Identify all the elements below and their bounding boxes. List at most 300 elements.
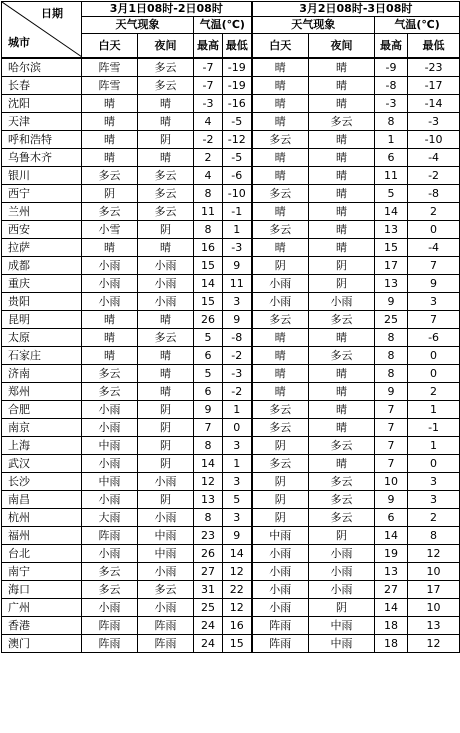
day2-weather-cell: 小雨 — [252, 275, 309, 293]
night2-weather-cell: 多云 — [309, 347, 375, 365]
night1-weather-cell: 阴 — [138, 221, 194, 239]
low1-temp-cell: -5 — [223, 113, 252, 131]
table-row — [2, 239, 460, 257]
night1-weather-cell: 小雨 — [138, 509, 194, 527]
day2-weather-cell: 多云 — [252, 455, 309, 473]
night1-weather-cell: 阴 — [138, 437, 194, 455]
night2-weather-cell: 多云 — [309, 473, 375, 491]
high2-temp-cell: 9 — [375, 491, 408, 509]
high1-temp-cell: 6 — [194, 347, 223, 365]
night1-weather-cell: 晴 — [138, 365, 194, 383]
day2-weather-cell: 小雨 — [252, 293, 309, 311]
day1-weather-cell: 小雨 — [82, 275, 138, 293]
table-row — [2, 58, 460, 77]
low2-temp-cell: -6 — [408, 329, 460, 347]
day1-weather-cell: 晴 — [82, 311, 138, 329]
low2-temp-cell: 12 — [408, 635, 460, 653]
day2-weather-cell: 多云 — [252, 311, 309, 329]
day1-weather-cell: 晴 — [82, 113, 138, 131]
night1-weather-cell: 晴 — [138, 239, 194, 257]
high2-temp-cell: 11 — [375, 167, 408, 185]
high1-temp-cell: 31 — [194, 581, 223, 599]
high1-temp-cell: 27 — [194, 563, 223, 581]
day1-weather-cell: 多云 — [82, 203, 138, 221]
night1-weather-cell: 阵雨 — [138, 617, 194, 635]
temp2-header: 气温(℃) — [375, 17, 460, 34]
city-cell: 南京 — [2, 419, 82, 437]
night1-weather-cell: 多云 — [138, 203, 194, 221]
high1-temp-cell: 5 — [194, 365, 223, 383]
night2-weather-cell: 晴 — [309, 455, 375, 473]
high2-temp-cell: 1 — [375, 131, 408, 149]
day1-weather-cell: 小雨 — [82, 257, 138, 275]
day1-weather-cell: 阵雪 — [82, 58, 138, 77]
day2-weather-cell: 多云 — [252, 419, 309, 437]
high1-temp-cell: 15 — [194, 293, 223, 311]
low1-temp-cell: 1 — [223, 221, 252, 239]
day1-weather-cell: 阵雨 — [82, 527, 138, 545]
high1-temp-cell: -7 — [194, 58, 223, 77]
low2-temp-cell: 7 — [408, 311, 460, 329]
low2-temp-cell: 0 — [408, 347, 460, 365]
day1-weather-cell: 中雨 — [82, 473, 138, 491]
day2-weather-cell: 晴 — [252, 95, 309, 113]
night1-weather-cell: 中雨 — [138, 545, 194, 563]
table-row — [2, 527, 460, 545]
table-row — [2, 185, 460, 203]
high2-temp-cell: 7 — [375, 401, 408, 419]
day1-weather-cell: 小雨 — [82, 419, 138, 437]
low1-temp-cell: -2 — [223, 347, 252, 365]
night1-weather-cell: 多云 — [138, 167, 194, 185]
table-body — [2, 58, 460, 653]
low2-temp-cell: 10 — [408, 599, 460, 617]
night2-weather-cell: 多云 — [309, 491, 375, 509]
day2-weather-cell: 多云 — [252, 185, 309, 203]
day1-header: 白天 — [82, 34, 138, 59]
low2-temp-cell: 1 — [408, 437, 460, 455]
table-row — [2, 203, 460, 221]
weather-forecast-table — [1, 1, 460, 653]
low2-temp-cell: 2 — [408, 509, 460, 527]
day2-weather-cell: 晴 — [252, 365, 309, 383]
day1-weather-cell: 晴 — [82, 149, 138, 167]
night2-weather-cell: 中雨 — [309, 617, 375, 635]
day2-weather-cell: 晴 — [252, 149, 309, 167]
high1-temp-cell: -2 — [194, 131, 223, 149]
header-corner-cell — [2, 2, 82, 59]
high1-temp-cell: 9 — [194, 401, 223, 419]
high2-temp-cell: 14 — [375, 203, 408, 221]
table-row — [2, 455, 460, 473]
day2-weather-cell: 阴 — [252, 491, 309, 509]
high2-temp-cell: 15 — [375, 239, 408, 257]
low1-temp-cell: -2 — [223, 383, 252, 401]
low1-temp-cell: 14 — [223, 545, 252, 563]
low2-temp-cell: 12 — [408, 545, 460, 563]
high2-temp-cell: 18 — [375, 635, 408, 653]
night1-weather-cell: 阴 — [138, 455, 194, 473]
night2-weather-cell: 阴 — [309, 257, 375, 275]
day1-weather-cell: 阵雨 — [82, 617, 138, 635]
low1-temp-cell: -6 — [223, 167, 252, 185]
day1-weather-cell: 多云 — [82, 365, 138, 383]
day2-weather-cell: 晴 — [252, 113, 309, 131]
night2-weather-cell: 阴 — [309, 599, 375, 617]
night1-weather-cell: 多云 — [138, 58, 194, 77]
low1-temp-cell: -1 — [223, 203, 252, 221]
city-cell: 沈阳 — [2, 95, 82, 113]
high1-temp-cell: 11 — [194, 203, 223, 221]
city-cell: 上海 — [2, 437, 82, 455]
high1-temp-cell: 24 — [194, 617, 223, 635]
table-row — [2, 599, 460, 617]
day1-weather-cell: 阵雨 — [82, 635, 138, 653]
period2-header: 3月2日08时-3日08时 — [252, 2, 460, 17]
period1-header: 3月1日08时-2日08时 — [82, 2, 252, 17]
table-row — [2, 545, 460, 563]
low2-temp-cell: 0 — [408, 365, 460, 383]
high1-temp-cell: 26 — [194, 311, 223, 329]
high1-header: 最高 — [194, 34, 223, 59]
high1-temp-cell: 8 — [194, 185, 223, 203]
table-row — [2, 617, 460, 635]
high2-temp-cell: 7 — [375, 437, 408, 455]
low2-temp-cell: 9 — [408, 275, 460, 293]
city-cell: 西安 — [2, 221, 82, 239]
night1-weather-cell: 晴 — [138, 149, 194, 167]
low2-temp-cell: -8 — [408, 185, 460, 203]
day1-weather-cell: 小雨 — [82, 599, 138, 617]
low1-temp-cell: 11 — [223, 275, 252, 293]
high1-temp-cell: -7 — [194, 77, 223, 95]
high2-temp-cell: 18 — [375, 617, 408, 635]
high2-temp-cell: 8 — [375, 329, 408, 347]
night2-weather-cell: 晴 — [309, 239, 375, 257]
night1-weather-cell: 阴 — [138, 491, 194, 509]
high2-temp-cell: 19 — [375, 545, 408, 563]
city-cell: 哈尔滨 — [2, 58, 82, 77]
low2-temp-cell: 2 — [408, 383, 460, 401]
low1-temp-cell: 22 — [223, 581, 252, 599]
low1-temp-cell: 16 — [223, 617, 252, 635]
high2-temp-cell: 14 — [375, 599, 408, 617]
table-row — [2, 329, 460, 347]
night1-weather-cell: 晴 — [138, 95, 194, 113]
low2-temp-cell: 1 — [408, 401, 460, 419]
night1-weather-cell: 小雨 — [138, 275, 194, 293]
night1-weather-cell: 多云 — [138, 77, 194, 95]
low1-temp-cell: -5 — [223, 149, 252, 167]
night2-weather-cell: 晴 — [309, 77, 375, 95]
high2-temp-cell: 10 — [375, 473, 408, 491]
night2-weather-cell: 晴 — [309, 365, 375, 383]
day1-weather-cell: 小雪 — [82, 221, 138, 239]
city-cell: 太原 — [2, 329, 82, 347]
night2-weather-cell: 中雨 — [309, 635, 375, 653]
low1-temp-cell: 15 — [223, 635, 252, 653]
table-row — [2, 221, 460, 239]
day1-weather-cell: 阴 — [82, 185, 138, 203]
day2-weather-cell: 晴 — [252, 239, 309, 257]
table-row — [2, 149, 460, 167]
night2-weather-cell: 晴 — [309, 185, 375, 203]
city-cell: 乌鲁木齐 — [2, 149, 82, 167]
day2-weather-cell: 晴 — [252, 347, 309, 365]
day1-weather-cell: 小雨 — [82, 491, 138, 509]
low1-temp-cell: 3 — [223, 473, 252, 491]
high1-temp-cell: 26 — [194, 545, 223, 563]
low1-temp-cell: 9 — [223, 257, 252, 275]
table-row — [2, 401, 460, 419]
low1-temp-cell: 3 — [223, 437, 252, 455]
night2-weather-cell: 晴 — [309, 58, 375, 77]
low2-temp-cell: -17 — [408, 77, 460, 95]
table-row — [2, 491, 460, 509]
night2-header: 夜间 — [309, 34, 375, 59]
night2-weather-cell: 小雨 — [309, 581, 375, 599]
table-row — [2, 437, 460, 455]
high2-temp-cell: 9 — [375, 293, 408, 311]
high2-temp-cell: 27 — [375, 581, 408, 599]
table-row — [2, 113, 460, 131]
night1-weather-cell: 阴 — [138, 401, 194, 419]
day1-weather-cell: 小雨 — [82, 401, 138, 419]
high2-temp-cell: 17 — [375, 257, 408, 275]
low2-temp-cell: 0 — [408, 455, 460, 473]
night1-weather-cell: 阴 — [138, 131, 194, 149]
low1-temp-cell: 5 — [223, 491, 252, 509]
night2-weather-cell: 晴 — [309, 167, 375, 185]
city-cell: 兰州 — [2, 203, 82, 221]
city-cell: 郑州 — [2, 383, 82, 401]
night2-weather-cell: 晴 — [309, 383, 375, 401]
city-cell: 石家庄 — [2, 347, 82, 365]
day2-weather-cell: 阴 — [252, 437, 309, 455]
day1-weather-cell: 小雨 — [82, 293, 138, 311]
high1-temp-cell: 7 — [194, 419, 223, 437]
day1-weather-cell: 多云 — [82, 581, 138, 599]
night2-weather-cell: 晴 — [309, 419, 375, 437]
day2-weather-cell: 晴 — [252, 203, 309, 221]
low1-temp-cell: -12 — [223, 131, 252, 149]
low2-temp-cell: -4 — [408, 149, 460, 167]
high1-temp-cell: 5 — [194, 329, 223, 347]
night1-weather-cell: 小雨 — [138, 293, 194, 311]
day1-weather-cell: 晴 — [82, 131, 138, 149]
table-row — [2, 581, 460, 599]
high1-temp-cell: 4 — [194, 113, 223, 131]
high2-temp-cell: 8 — [375, 365, 408, 383]
night1-header: 夜间 — [138, 34, 194, 59]
table-row — [2, 311, 460, 329]
city-cell: 昆明 — [2, 311, 82, 329]
high1-temp-cell: 23 — [194, 527, 223, 545]
low2-temp-cell: 10 — [408, 563, 460, 581]
night2-weather-cell: 小雨 — [309, 545, 375, 563]
low2-header: 最低 — [408, 34, 460, 59]
city-cell: 长沙 — [2, 473, 82, 491]
high2-temp-cell: 6 — [375, 509, 408, 527]
city-cell: 呼和浩特 — [2, 131, 82, 149]
day2-weather-cell: 晴 — [252, 77, 309, 95]
low2-temp-cell: 13 — [408, 617, 460, 635]
weather2-header: 天气现象 — [252, 17, 375, 34]
high2-temp-cell: 8 — [375, 113, 408, 131]
high1-temp-cell: 4 — [194, 167, 223, 185]
table-row — [2, 167, 460, 185]
low2-temp-cell: 0 — [408, 221, 460, 239]
high2-temp-cell: -8 — [375, 77, 408, 95]
low2-temp-cell: -4 — [408, 239, 460, 257]
night1-weather-cell: 阵雨 — [138, 635, 194, 653]
day1-weather-cell: 多云 — [82, 383, 138, 401]
city-cell: 贵阳 — [2, 293, 82, 311]
high1-temp-cell: 12 — [194, 473, 223, 491]
night2-weather-cell: 小雨 — [309, 293, 375, 311]
high1-temp-cell: 25 — [194, 599, 223, 617]
day1-weather-cell: 多云 — [82, 563, 138, 581]
city-cell: 南昌 — [2, 491, 82, 509]
city-cell: 广州 — [2, 599, 82, 617]
low2-temp-cell: 3 — [408, 473, 460, 491]
low2-temp-cell: 8 — [408, 527, 460, 545]
low1-temp-cell: 12 — [223, 563, 252, 581]
night2-weather-cell: 多云 — [309, 437, 375, 455]
day2-weather-cell: 小雨 — [252, 563, 309, 581]
day1-weather-cell: 多云 — [82, 167, 138, 185]
day1-weather-cell: 晴 — [82, 239, 138, 257]
day2-weather-cell: 小雨 — [252, 599, 309, 617]
low1-temp-cell: -3 — [223, 365, 252, 383]
day2-weather-cell: 晴 — [252, 58, 309, 77]
table-row — [2, 293, 460, 311]
low2-temp-cell: 17 — [408, 581, 460, 599]
day2-weather-cell: 阴 — [252, 473, 309, 491]
day2-weather-cell: 阴 — [252, 257, 309, 275]
high1-temp-cell: 15 — [194, 257, 223, 275]
table-row — [2, 257, 460, 275]
high2-temp-cell: 9 — [375, 383, 408, 401]
city-cell: 拉萨 — [2, 239, 82, 257]
low1-temp-cell: 3 — [223, 293, 252, 311]
low1-temp-cell: 9 — [223, 311, 252, 329]
high2-temp-cell: -9 — [375, 58, 408, 77]
low1-temp-cell: 12 — [223, 599, 252, 617]
low1-temp-cell: -8 — [223, 329, 252, 347]
high1-temp-cell: 13 — [194, 491, 223, 509]
high2-temp-cell: 13 — [375, 563, 408, 581]
city-cell: 合肥 — [2, 401, 82, 419]
night1-weather-cell: 多云 — [138, 185, 194, 203]
high1-temp-cell: 14 — [194, 275, 223, 293]
day2-weather-cell: 中雨 — [252, 527, 309, 545]
day2-weather-cell: 阵雨 — [252, 617, 309, 635]
night2-weather-cell: 晴 — [309, 401, 375, 419]
day2-weather-cell: 晴 — [252, 383, 309, 401]
low2-temp-cell: 7 — [408, 257, 460, 275]
night1-weather-cell: 小雨 — [138, 473, 194, 491]
high2-temp-cell: 13 — [375, 275, 408, 293]
night1-weather-cell: 晴 — [138, 311, 194, 329]
low2-temp-cell: -2 — [408, 167, 460, 185]
day1-weather-cell: 中雨 — [82, 437, 138, 455]
table-row — [2, 275, 460, 293]
city-cell: 重庆 — [2, 275, 82, 293]
day2-weather-cell: 晴 — [252, 167, 309, 185]
day1-weather-cell: 大雨 — [82, 509, 138, 527]
high2-temp-cell: -3 — [375, 95, 408, 113]
high2-temp-cell: 6 — [375, 149, 408, 167]
day1-weather-cell: 小雨 — [82, 455, 138, 473]
low1-temp-cell: 1 — [223, 455, 252, 473]
day2-header: 白天 — [252, 34, 309, 59]
table-row — [2, 563, 460, 581]
high2-header: 最高 — [375, 34, 408, 59]
city-cell: 长春 — [2, 77, 82, 95]
low2-temp-cell: -1 — [408, 419, 460, 437]
weather1-header: 天气现象 — [82, 17, 194, 34]
low1-temp-cell: 1 — [223, 401, 252, 419]
night1-weather-cell: 晴 — [138, 113, 194, 131]
city-cell: 香港 — [2, 617, 82, 635]
low1-temp-cell: 3 — [223, 509, 252, 527]
city-label: 城市 — [8, 36, 30, 49]
low2-temp-cell: 3 — [408, 491, 460, 509]
night2-weather-cell: 晴 — [309, 149, 375, 167]
city-cell: 武汉 — [2, 455, 82, 473]
city-cell: 济南 — [2, 365, 82, 383]
day1-weather-cell: 晴 — [82, 347, 138, 365]
night1-weather-cell: 小雨 — [138, 257, 194, 275]
table-row — [2, 131, 460, 149]
city-cell: 西宁 — [2, 185, 82, 203]
city-cell: 海口 — [2, 581, 82, 599]
high2-temp-cell: 8 — [375, 347, 408, 365]
day2-weather-cell: 多云 — [252, 221, 309, 239]
night2-weather-cell: 多云 — [309, 311, 375, 329]
high1-temp-cell: 16 — [194, 239, 223, 257]
table-row — [2, 77, 460, 95]
night2-weather-cell: 晴 — [309, 221, 375, 239]
low1-temp-cell: -16 — [223, 95, 252, 113]
low1-temp-cell: -19 — [223, 77, 252, 95]
night2-weather-cell: 晴 — [309, 329, 375, 347]
night2-weather-cell: 小雨 — [309, 563, 375, 581]
high2-temp-cell: 25 — [375, 311, 408, 329]
table-row — [2, 473, 460, 491]
table-row — [2, 635, 460, 653]
low1-header: 最低 — [223, 34, 252, 59]
high2-temp-cell: 5 — [375, 185, 408, 203]
day2-weather-cell: 阵雨 — [252, 635, 309, 653]
city-cell: 南宁 — [2, 563, 82, 581]
low2-temp-cell: -14 — [408, 95, 460, 113]
low1-temp-cell: -19 — [223, 58, 252, 77]
high1-temp-cell: 14 — [194, 455, 223, 473]
city-cell: 成都 — [2, 257, 82, 275]
high1-temp-cell: 6 — [194, 383, 223, 401]
high1-temp-cell: 8 — [194, 221, 223, 239]
high2-temp-cell: 13 — [375, 221, 408, 239]
day2-weather-cell: 阴 — [252, 509, 309, 527]
day1-weather-cell: 晴 — [82, 95, 138, 113]
city-cell: 台北 — [2, 545, 82, 563]
low2-temp-cell: 2 — [408, 203, 460, 221]
day1-weather-cell: 晴 — [82, 329, 138, 347]
day2-weather-cell: 小雨 — [252, 581, 309, 599]
table-row — [2, 365, 460, 383]
